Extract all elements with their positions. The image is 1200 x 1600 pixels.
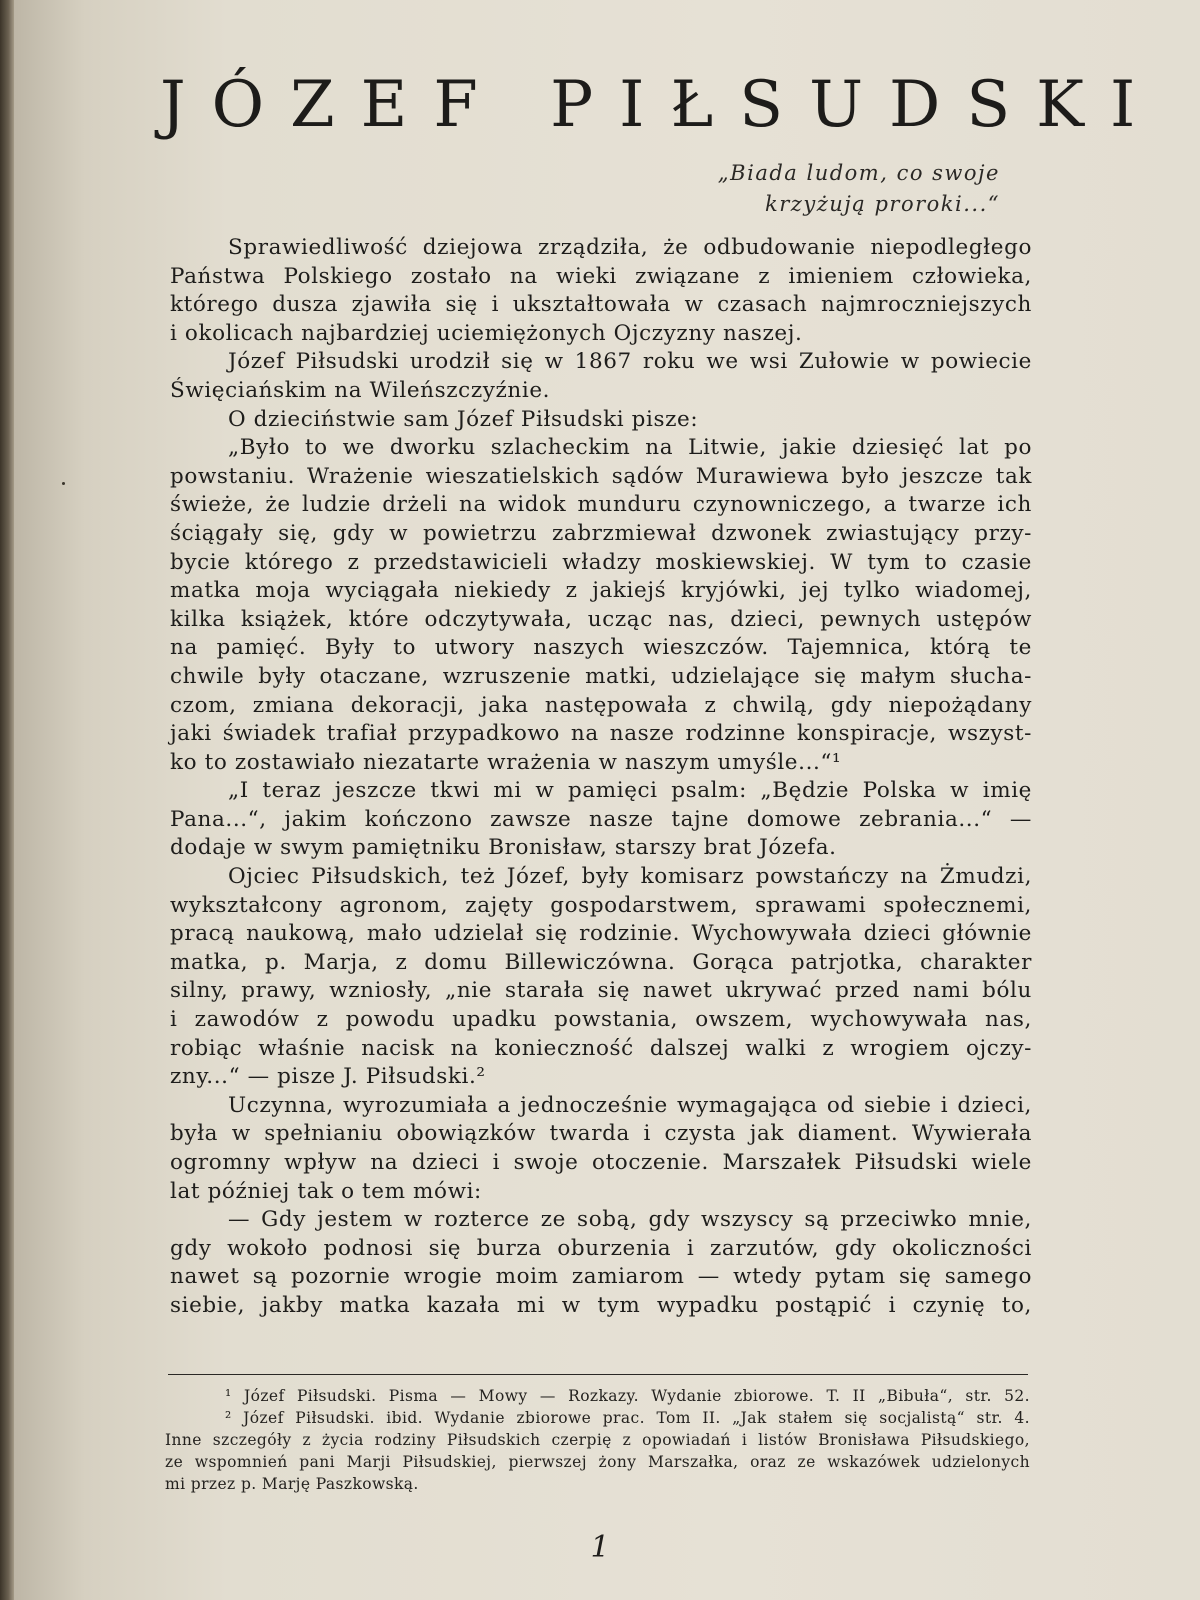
footnotes xyxy=(165,1385,1030,1495)
epigraph-line: „Biada ludom, co swoje xyxy=(717,161,1000,185)
book-binding-edge xyxy=(0,0,14,1600)
epigraph xyxy=(600,158,1000,220)
text-line: matka, p. Marja, z domu Billewiczówna. Gorąca patrjotka, charakter xyxy=(170,949,1032,975)
text-line: powstaniu. Wrażenie wieszatielskich sądów Murawiewa było jeszcze tak xyxy=(170,463,1032,489)
text-line: ko to zostawiało niezatarte wrażenia w naszym umyśle...“¹ xyxy=(170,749,842,775)
page-speck xyxy=(62,482,65,485)
text-line: kilka książek, które odczytywała, ucząc nas, dzieci, pewnych ustępów xyxy=(170,606,1032,632)
text-line: którego dusza zjawiła się i ukształtowała w czasach najmroczniejszych xyxy=(170,292,1032,318)
text-line: świeże, że ludzie drżeli na widok munduru czynowniczego, a twarze ich xyxy=(170,492,1032,518)
text-line: na pamięć. Były to utwory naszych wieszczów. Tajemnica, którą te xyxy=(170,635,1032,661)
text-line: Święciańskim na Wileńszczyźnie. xyxy=(170,377,551,403)
page-number: 1 xyxy=(590,1530,610,1565)
text-line: Ojciec Piłsudskich, też Józef, były komisarz powstańczy na Żmudzi, xyxy=(228,864,1032,890)
footnote-divider xyxy=(168,1374,1028,1375)
footnote-line: ¹ Józef Piłsudski. Pisma — Mowy — Rozkazy. Wydanie zbiorowe. T. II „Bibuła“, str. 52. xyxy=(225,1387,1030,1405)
text-line: „I teraz jeszcze tkwi mi w pamięci psalm: „Będzie Polska w imię xyxy=(228,778,1032,804)
text-line: robiąc właśnie nacisk na konieczność dalszej walki z wrogiem ojczy- xyxy=(170,1035,1032,1061)
body-text xyxy=(170,234,1032,1321)
text-line: silny, prawy, wzniosły, „nie starała się nawet ukrywać przed nami bólu xyxy=(170,978,1032,1004)
text-line: czom, zmiana dekoracji, jaka następowała z chwilą, gdy niepożądany xyxy=(170,692,1032,718)
text-line: gdy wokoło podnosi się burza oburzenia i zarzutów, gdy okoliczności xyxy=(170,1235,1032,1261)
footnote-line: ze wspomnień pani Marji Piłsudskiej, pierwszej żony Marszałka, oraz ze wskazówek udzielonych xyxy=(165,1453,1030,1471)
text-line: — Gdy jestem w rozterce ze sobą, gdy wszyscy są przeciwko mnie, xyxy=(228,1207,1032,1233)
text-line: nawet są pozornie wrogie moim zamiarom — wtedy pytam się samego xyxy=(170,1264,1032,1290)
text-line: Pana...“, jakim kończono zawsze nasze tajne domowe zebrania...“ — xyxy=(170,806,1032,832)
text-line: ściągały się, gdy w powietrzu zabrzmiewał dzwonek zwiastujący przy- xyxy=(170,520,1032,546)
text-line: „Było to we dworku szlacheckim na Litwie, jakie dziesięć lat po xyxy=(228,435,1032,461)
text-line: była w spełnianiu obowiązków twarda i czysta jak diament. Wywierała xyxy=(170,1121,1032,1147)
text-line: wykształcony agronom, zajęty gospodarstwem, sprawami społecznemi, xyxy=(170,892,1032,918)
footnote-line: ² Józef Piłsudski. ibid. Wydanie zbiorowe prac. Tom II. „Jak stałem się socjalistą“ str. 4. xyxy=(225,1409,1030,1427)
text-line: Józef Piłsudski urodził się w 1867 roku we wsi Zułowie w powiecie xyxy=(228,349,1032,375)
text-line: ogromny wpływ na dzieci i swoje otoczenie. Marszałek Piłsudski wiele xyxy=(170,1150,1032,1175)
text-line: Uczynna, wyrozumiała a jednocześnie wymagająca od siebie i dzieci, xyxy=(228,1092,1032,1118)
text-line: dodaje w swym pamiętniku Bronisław, starszy brat Józefa. xyxy=(170,835,837,861)
footnote-line: mi przez p. Marję Paszkowską. xyxy=(165,1475,419,1493)
epigraph-line: krzyżują proroki...“ xyxy=(765,192,1000,216)
text-line: pracą naukową, mało udzielał się rodzinie. Wychowywała dzieci głównie xyxy=(170,921,1032,947)
text-line: jaki świadek trafiał przypadkowo na nasze rodzinne konspiracje, wszyst- xyxy=(170,721,1032,747)
text-line: zny...“ — pisze J. Piłsudski.² xyxy=(170,1064,486,1090)
footnote-line: Inne szczegóły z życia rodziny Piłsudskich czerpię z opowiadań i listów Bronisława Piłsudskiego, xyxy=(165,1431,1030,1449)
text-line: bycie którego z przedstawicieli władzy moskiewskiej. W tym to czasie xyxy=(170,549,1032,575)
text-line: lat później tak o tem mówi: xyxy=(170,1178,482,1204)
text-line: chwile były otaczane, wzruszenie matki, udzielające się małym słucha- xyxy=(170,663,1032,689)
text-line: Państwa Polskiego zostało na wieki związane z imieniem człowieka, xyxy=(170,263,1032,289)
text-line: i okolicach najbardziej uciemiężonych Ojczyzny naszej. xyxy=(170,320,803,346)
text-line: matka moja wyciągała niekiedy z jakiejś kryjówki, jej tylko wiadomej, xyxy=(170,578,1032,604)
text-line: i zawodów z powodu upadku powstania, owszem, wychowywała nas, xyxy=(170,1007,1032,1033)
text-line: Sprawiedliwość dziejowa zrządziła, że odbudowanie niepodległego xyxy=(228,235,1032,260)
text-line: O dzieciństwie sam Józef Piłsudski pisze: xyxy=(228,406,699,432)
text-line: siebie, jakby matka kazała mi w tym wypadku postąpić i czynię to, xyxy=(170,1292,1032,1318)
page-title: JÓZEF PIŁSUDSKI xyxy=(160,68,1162,142)
